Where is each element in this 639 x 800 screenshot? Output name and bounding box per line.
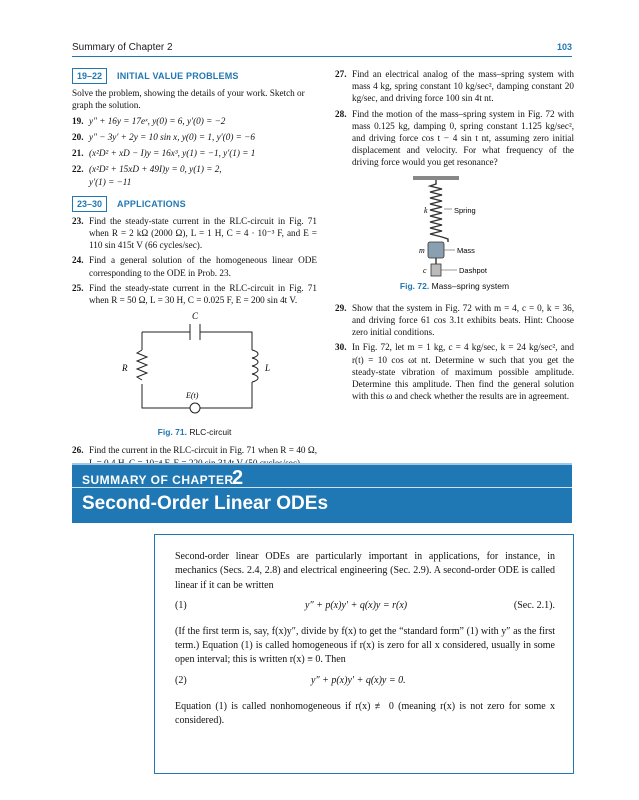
problem-text: (x²D² + xD − I)y = 16x³, y(1) = −1, y′(1) = 1 xyxy=(89,148,256,159)
problem-20 xyxy=(72,131,317,144)
spring-constant-label: k xyxy=(424,205,428,215)
problem-text: Find an electrical analog of the mass–spring system with mass 4 kg, spring constant 10 kg/sec², damping constant 20 kg/sec, and driving force 100 sin 4t nt. xyxy=(352,69,574,104)
problem-text: Show that the system in Fig. 72 with m = 4, c = 0, k = 36, and driving force 61 cos 3.1t exhibits beats. Hint: Choose zero initial conditions. xyxy=(352,302,574,338)
problem-22 xyxy=(72,163,317,176)
equation-number: (1) xyxy=(175,599,187,611)
problem-29 xyxy=(335,302,574,339)
emf-label: E(t) xyxy=(186,391,199,401)
problem-number: 20. xyxy=(72,131,84,142)
problem-number: 27. xyxy=(335,69,347,79)
right-column xyxy=(335,68,574,405)
problem-number: 19. xyxy=(72,115,84,126)
rlc-circuit-diagram xyxy=(72,310,317,422)
problem-number: 30. xyxy=(335,342,347,353)
left-column xyxy=(72,68,317,472)
problem-number: 29. xyxy=(335,302,347,313)
summary-paragraph-1: Second-order linear ODEs are particularly important in applications, for instance, in mechanics (Secs. 2.4, 2.8) and electrical engineering (Sec. 2.9). A second-order ODE is called linear if it can be written xyxy=(175,551,555,591)
problem-number: 25. xyxy=(72,282,84,293)
summary-box xyxy=(154,534,574,774)
summary-paragraph-2: (If the first term is, say, f(x)y″, divide by f(x) to get the “standard form” (1) with y″ as the first term.) Equation (1) is called homogeneous if r(x) is zero for all x considered, usually in some open interval; this is written r(x) ≡ 0. Then xyxy=(175,625,555,666)
equation-math: y″ + p(x)y′ + q(x)y = 0. xyxy=(311,674,406,686)
problem-number: 23. xyxy=(72,215,84,226)
chapter-summary-banner xyxy=(72,465,572,523)
equation-reference: (Sec. 2.1). xyxy=(513,599,555,611)
header-rule xyxy=(72,56,572,57)
problem-number xyxy=(72,176,89,189)
banner-divider xyxy=(72,487,572,490)
problem-number: 21. xyxy=(72,148,84,159)
ivp-section-heading xyxy=(72,68,317,84)
banner-kicker: SUMMARY OF CHAPTER xyxy=(82,473,234,487)
mass-symbol-label: m xyxy=(419,245,425,255)
fig71-label: Fig. 71. xyxy=(157,427,187,438)
problem-number: 22. xyxy=(72,164,84,175)
problem-25 xyxy=(72,282,317,306)
apps-range-badge: 23–30 xyxy=(72,196,107,212)
problem-text: Find a general solution of the homogeneous linear ODE corresponding to the ODE in Prob. 23. xyxy=(89,255,317,278)
problem-text: Find the steady-state current in the RLC-circuit in Fig. 71 when R = 50 Ω, L = 30 H, C = 0.025 F, E = 200 sin 4t V. xyxy=(89,282,317,306)
running-title: Summary of Chapter 2 xyxy=(72,42,173,53)
mass-spring-diagram xyxy=(335,172,574,278)
equation-2 xyxy=(175,674,555,692)
problem-text: y′(1) = −11 xyxy=(89,177,132,188)
fig72-caption xyxy=(335,280,574,292)
capacitor-label: C xyxy=(192,311,199,322)
problem-27 xyxy=(335,68,574,105)
equation-math: y″ + p(x)y′ + q(x)y = r(x) xyxy=(305,599,408,611)
problem-text: y″ − 3y′ + 2y = 10 sin x, y(0) = 1, y′(0) = −6 xyxy=(89,131,255,142)
mass-label: Mass xyxy=(457,245,475,255)
resistor-label: R xyxy=(122,363,128,374)
problem-23 xyxy=(72,215,317,252)
summary-paragraph-3: Equation (1) is called nonhomogeneous if r(x) ≢ 0 (meaning r(x) is not zero for some x considered). xyxy=(175,700,555,727)
problem-text: In Fig. 72, let m = 1 kg, c = 4 kg/sec, k = 24 kg/sec², and r(t) = 10 cos ωt nt. Determine w such that you get the steady-state vibration of maximum possible amplitude. Determine this amplitude. Then find the general solution with this ω and check whether the results are in agreement. xyxy=(352,342,574,402)
problem-22-cont xyxy=(72,176,317,189)
problem-21 xyxy=(72,147,317,160)
dashpot-label: Dashpot xyxy=(459,265,487,275)
problem-number: 26. xyxy=(72,445,84,456)
problem-text: y″ + 16y = 17eˣ, y(0) = 6, y′(0) = −2 xyxy=(89,115,226,126)
rlc-circuit-figure xyxy=(72,310,317,422)
problem-number: 24. xyxy=(72,255,84,266)
mass-spring-figure xyxy=(335,172,574,278)
apps-title: APPLICATIONS xyxy=(117,198,186,209)
problem-number: 28. xyxy=(335,108,347,119)
summary-content xyxy=(175,550,555,734)
ivp-title: INITIAL VALUE PROBLEMS xyxy=(117,71,239,81)
inductor-label: L xyxy=(265,363,271,374)
fig72-caption-text: Mass–spring system xyxy=(431,280,510,291)
banner-chapter-number: 2 xyxy=(232,467,244,489)
banner-title: Second-Order Linear ODEs xyxy=(82,493,329,514)
apps-section-heading xyxy=(72,196,317,212)
fig71-caption-text: RLC-circuit xyxy=(189,427,232,438)
problem-24 xyxy=(72,254,317,278)
fig71-caption xyxy=(72,426,317,438)
damping-symbol-label: c xyxy=(423,265,427,275)
spring-label: Spring xyxy=(454,205,476,215)
problem-text: Find the motion of the mass–spring system in Fig. 72 with mass 0.125 kg, damping 0, spring constant 1.125 kg/sec², and driving force cos t − 4 sin t nt, assuming zero initial displacement and velocity. For what frequency of the driving force would you get resonance? xyxy=(352,108,574,168)
fig72-label: Fig. 72. xyxy=(399,280,430,291)
problem-28 xyxy=(335,108,574,169)
problem-text: Find the steady-state current in the RLC-circuit in Fig. 71 when R = 2 kΩ (2000 Ω), L = 1 H, C = 4 · 10⁻³ F, and E = 110 sin 415t V (66 cycles/sec). xyxy=(89,215,317,251)
equation-number: (2) xyxy=(175,674,187,686)
problem-text: (x²D² + 15xD + 49I)y = 0, y(1) = 2, xyxy=(89,164,222,175)
problem-19 xyxy=(72,115,317,128)
ivp-intro: Solve the problem, showing the details of your work. Sketch or graph the solution. xyxy=(72,88,305,111)
equation-1 xyxy=(175,599,555,617)
problem-30 xyxy=(335,341,574,402)
ivp-range-badge: 19–22 xyxy=(72,68,107,84)
problem-text: Find the current in the RLC-circuit in Fig. 71 when R = 40 Ω, xyxy=(89,445,317,456)
page-number: 103 xyxy=(556,42,572,52)
